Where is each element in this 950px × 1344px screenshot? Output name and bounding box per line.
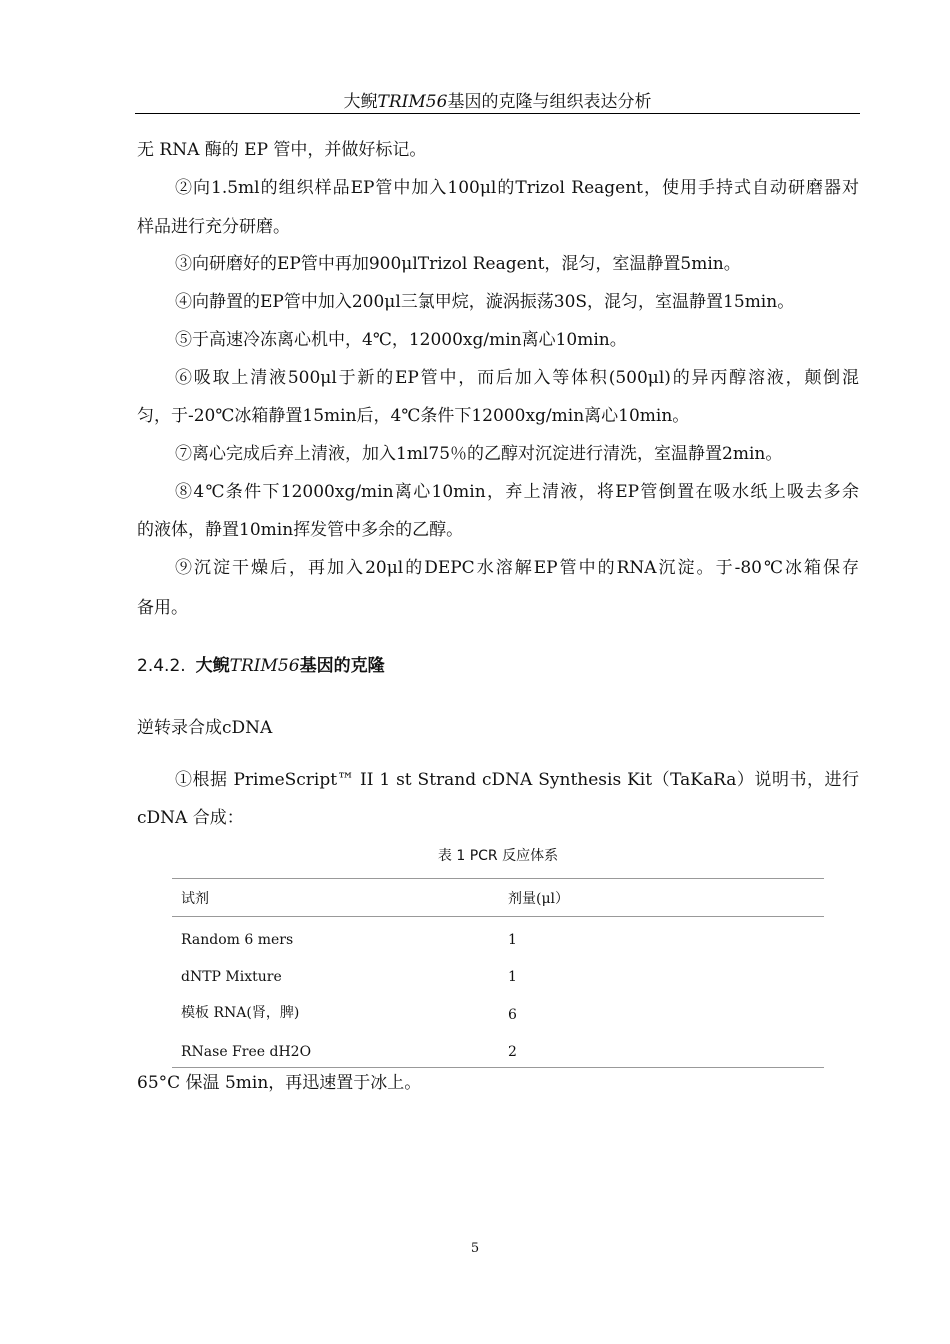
section-title-suffix: 基因的克隆 [299, 656, 385, 676]
paragraph-line: ⑥吸取上清液500μl于新的EP管中，而后加入等体积(500μl)的异丙醇溶液，颠倒混 [175, 368, 859, 388]
paragraph-line: ③向研磨好的EP管中再加900μlTrizol Reagent，混匀，室温静置5min。 [175, 254, 741, 274]
table-header-rule [172, 916, 824, 917]
table-cell: 1 [508, 932, 517, 948]
paragraph-line: ⑦离心完成后弃上清液，加入1ml75％的乙醇对沉淀进行清洗，室温静置2min。 [175, 444, 783, 464]
table-header-cell: 剂量(μl） [508, 891, 570, 907]
table-cell: Random 6 mers [181, 932, 294, 948]
table-cell: dNTP Mixture [181, 969, 282, 985]
paragraph-line: 备用。 [137, 598, 188, 618]
paragraph-line: ①根据 PrimeScript™ II 1 st Strand cDNA Synthesis Kit（TaKaRa）说明书，进行 [175, 770, 859, 790]
section-gene: TRIM56 [229, 656, 300, 676]
table-cell: 2 [508, 1044, 517, 1060]
paragraph-line: 匀，于-20℃冰箱静置15min后，4℃条件下12000xg/min离心10min。 [137, 406, 690, 426]
paragraph-line: 样品进行充分研磨。 [137, 217, 290, 237]
after-table-text: 65°C 保温 5min，再迅速置于冰上。 [137, 1073, 422, 1093]
page-number: 5 [470, 1241, 480, 1256]
paragraph-line: cDNA 合成： [137, 808, 244, 828]
table-cell: 1 [508, 969, 517, 985]
running-header [135, 92, 860, 112]
table-caption: 表 1 PCR 反应体系 [437, 848, 559, 864]
paragraph-line: ⑧4℃条件下12000xg/min离心10min，弃上清液，将EP管倒置在吸水纸上吸去多余 [175, 482, 859, 502]
paragraph-line: 无 RNA 酶的 EP 管中，并做好标记。 [137, 140, 427, 160]
paragraph-line: ②向1.5ml的组织样品EP管中加入100μl的Trizol Reagent，使用手持式自动研磨器对 [175, 178, 859, 198]
paragraph-line: 的液体，静置10min挥发管中多余的乙醇。 [137, 520, 464, 540]
header-suffix: 基因的克隆与组织表达分析 [447, 92, 652, 112]
subheading: 逆转录合成cDNA [137, 718, 273, 738]
table-bottom-rule [172, 1067, 824, 1068]
paragraph-line: ⑤于高速冷冻离心机中，4℃，12000xg/min离心10min。 [175, 330, 627, 350]
header-prefix: 大鲵 [343, 92, 378, 112]
section-heading [137, 656, 385, 676]
table-cell: 模板 RNA(肾，脾) [181, 1005, 300, 1021]
table-top-rule [172, 878, 824, 879]
section-number: 2.4.2. [137, 656, 186, 676]
table-cell: 6 [508, 1007, 517, 1023]
paragraph-line: ④向静置的EP管中加入200μl三氯甲烷，漩涡振荡30S，混匀，室温静置15min。 [175, 292, 795, 312]
table-cell: RNase Free dH2O [181, 1044, 312, 1060]
table-header-cell: 试剂 [181, 891, 209, 907]
header-gene: TRIM56 [377, 92, 448, 112]
section-title-prefix: 大鲵 [195, 656, 230, 676]
paragraph-line: ⑨沉淀干燥后，再加入20μl的DEPC水溶解EP管中的RNA沉淀。于-80℃冰箱保存 [175, 558, 859, 578]
header-rule [135, 113, 860, 114]
